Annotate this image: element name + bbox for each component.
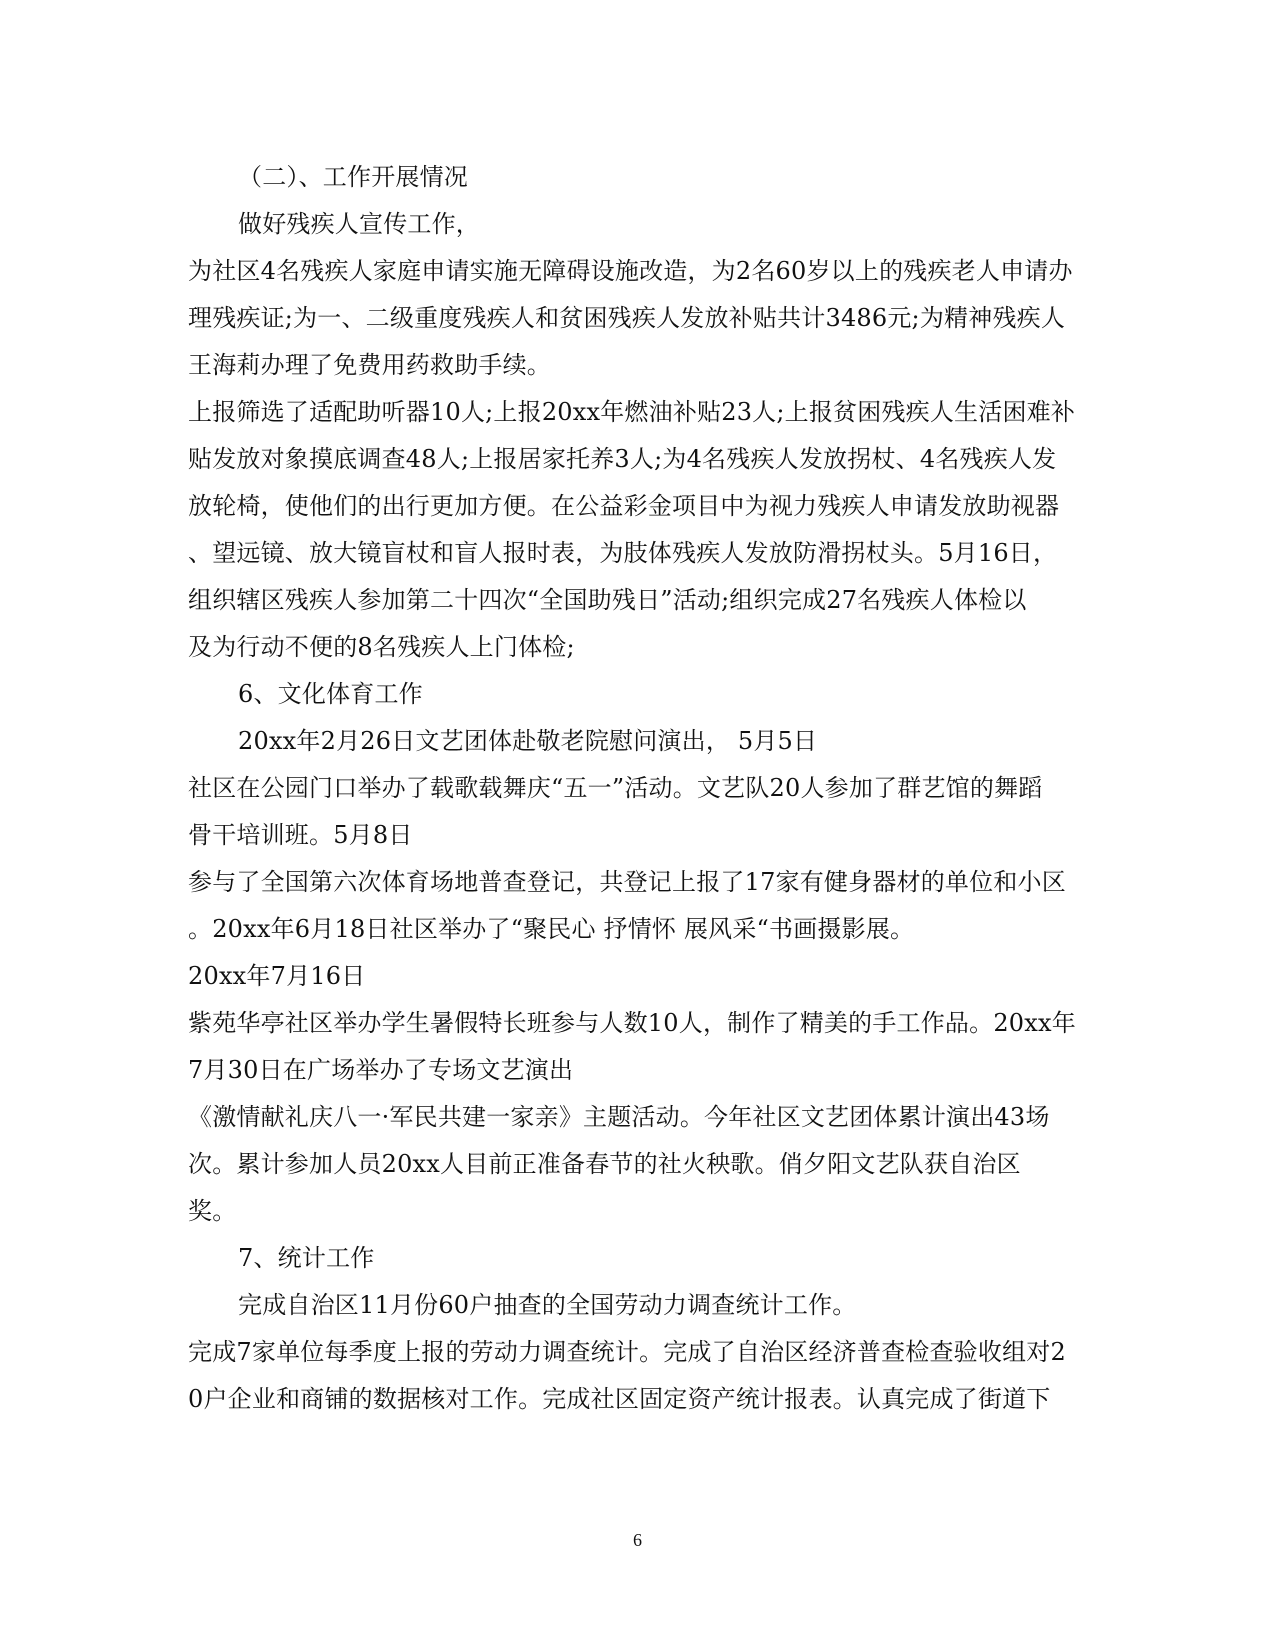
paragraph-line: 放轮椅，使他们的出行更加方便。在公益彩金项目中为视力残疾人申请发放助视器	[188, 492, 1060, 520]
paragraph-line: 上报筛选了适配助听器10人;上报20xx年燃油补贴23人;上报贫困残疾人生活困难补	[188, 398, 1076, 426]
paragraph-line: 完成7家单位每季度上报的劳动力调查统计。完成了自治区经济普查检查验收组对2	[188, 1338, 1066, 1366]
paragraph-line: 骨干培训班。5月8日	[188, 821, 413, 849]
paragraph-line: 组织辖区残疾人参加第二十四次“全国助残日”活动;组织完成27名残疾人体检以	[188, 586, 1027, 614]
paragraph-line: 为社区4名残疾人家庭申请实施无障碍设施改造，为2名60岁以上的残疾老人申请办	[188, 257, 1073, 285]
paragraph-line: 做好残疾人宣传工作，	[238, 210, 480, 238]
paragraph-line: 紫苑华亭社区举办学生暑假特长班参与人数10人，制作了精美的手工作品。20xx年	[188, 1009, 1076, 1037]
paragraph-line: 完成自治区11月份60户抽查的全国劳动力调查统计工作。	[238, 1291, 857, 1319]
paragraph-line: 及为行动不便的8名残疾人上门体检;	[188, 633, 575, 661]
paragraph-line: 参与了全国第六次体育场地普查登记，共登记上报了17家有健身器材的单位和小区	[188, 868, 1066, 896]
paragraph-line: 7月30日在广场举办了专场文艺演出	[188, 1056, 574, 1084]
paragraph-line: 奖。	[188, 1197, 237, 1225]
paragraph-line: 理残疾证;为一、二级重度残疾人和贫困残疾人发放补贴共计3486元;为精神残疾人	[188, 304, 1066, 332]
paragraph-line: 贴发放对象摸底调查48人;上报居家托养3人;为4名残疾人发放拐杖、4名残疾人发	[188, 445, 1057, 473]
paragraph-line: 20xx年7月16日	[188, 962, 366, 990]
paragraph-line: 。20xx年6月18日社区举办了“聚民心 抒情怀 展风采“书画摄影展。	[188, 915, 915, 943]
paragraph-line: 20xx年2月26日文艺团体赴敬老院慰问演出， 5月5日	[238, 727, 818, 755]
section-heading: （二）、工作开展情况	[238, 163, 468, 191]
paragraph-line: 0户企业和商铺的数据核对工作。完成社区固定资产统计报表。认真完成了街道下	[188, 1385, 1051, 1413]
paragraph-line: 《激情献礼庆八一·军民共建一家亲》主题活动。今年社区文艺团体累计演出43场	[188, 1103, 1050, 1131]
section-heading: 6、文化体育工作	[238, 680, 423, 708]
paragraph-line: 次。累计参加人员20xx人目前正准备春节的社火秧歌。俏夕阳文艺队获自治区	[188, 1150, 1021, 1178]
page-number: 6	[633, 1530, 642, 1550]
paragraph-line: 王海莉办理了免费用药救助手续。	[188, 351, 551, 379]
paragraph-line: 、望远镜、放大镜盲杖和盲人报时表，为肢体残疾人发放防滑拐杖头。5月16日，	[188, 539, 1058, 567]
section-heading: 7、统计工作	[238, 1244, 375, 1272]
paragraph-line: 社区在公园门口举办了载歌载舞庆“五一”活动。文艺队20人参加了群艺馆的舞蹈	[188, 774, 1043, 802]
